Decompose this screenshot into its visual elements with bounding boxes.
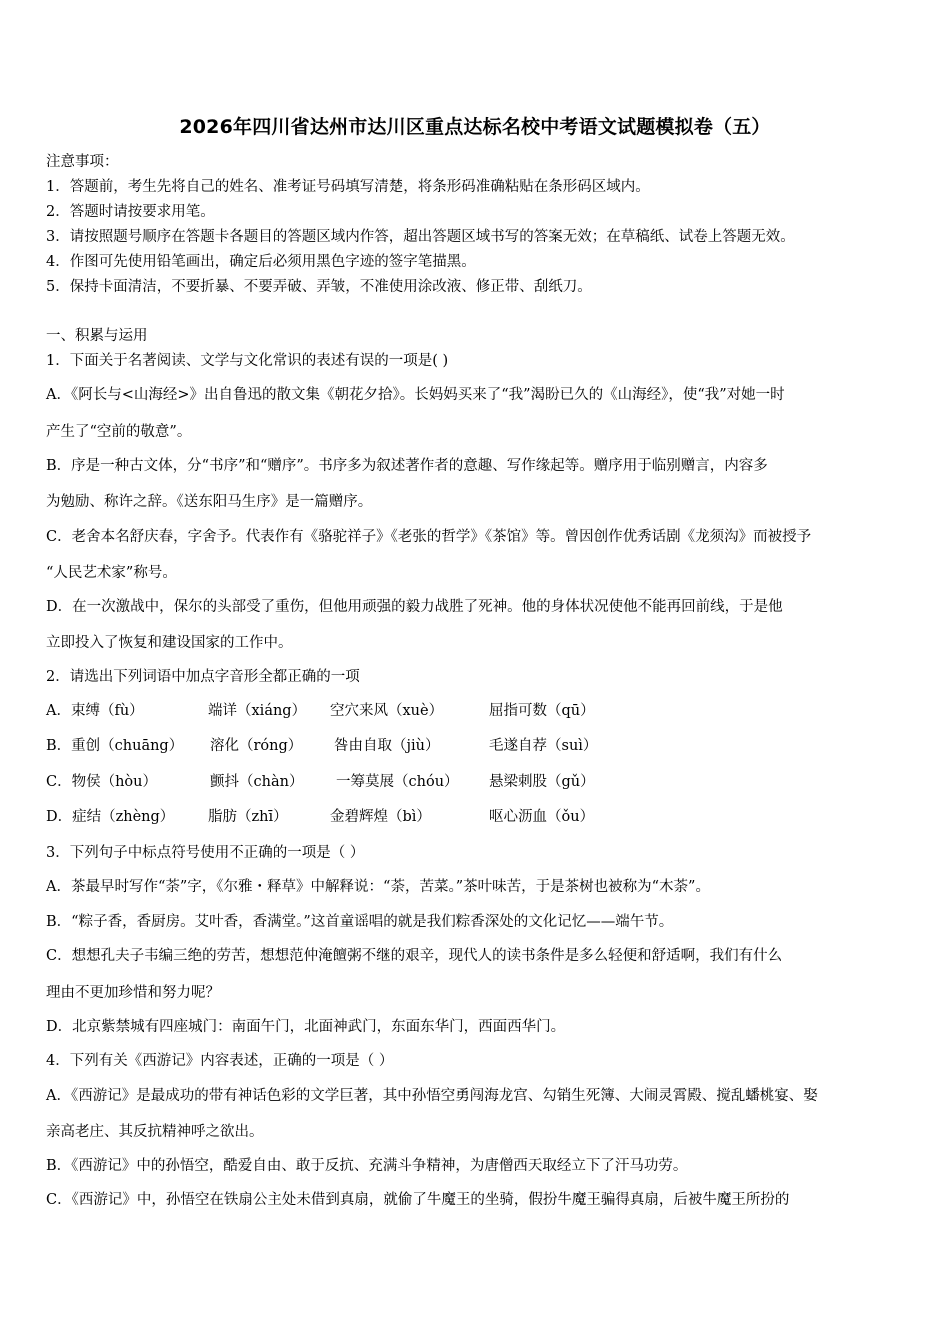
section-heading: 一、积累与运用: [46, 328, 148, 344]
option-cell: 脂肪（zhī）: [208, 809, 288, 825]
notice-item: 3．请按照题号顺序在答题卡各题目的答题区域内作答，超出答题区域书写的答案无效；在草稿纸、试卷上答题无效。: [46, 229, 795, 245]
option-cell: 空穴来风（xuè）: [330, 703, 444, 719]
question-1-option-a-cont: 产生了“空前的敬意”。: [46, 424, 192, 440]
option-cell: B．重创（chuāng）: [46, 738, 184, 754]
option-cell: 屈指可数（qū）: [489, 703, 595, 719]
option-cell: 一筹莫展（chóu）: [336, 774, 459, 790]
option-cell: 金碧辉煌（bì）: [330, 809, 431, 825]
question-3-option-b: B．“粽子香，香厨房。艾叶香，香满堂。”这首童谣唱的就是我们粽香深处的文化记忆——端午节。: [46, 914, 674, 930]
question-3-stem: 3．下列句子中标点符号使用不正确的一项是（ ）: [46, 845, 365, 861]
option-cell: D．症结（zhèng）: [46, 809, 175, 825]
question-1-option-c-cont: “人民艺术家”称号。: [46, 565, 177, 581]
question-3-option-a: A．茶最早时写作“荼”字，《尔雅・释草》中解释说：“荼，苦菜。”茶叶味苦，于是茶树也被称为“木荼”。: [46, 879, 710, 895]
question-3-option-c-cont: 理由不更加珍惜和努力呢？: [46, 985, 220, 1001]
notice-item: 1．答题前，考生先将自己的姓名、准考证号码填写清楚，将条形码准确粘贴在条形码区域内。: [46, 179, 650, 195]
notice-item: 4．作图可先使用铅笔画出，确定后必须用黑色字迹的签字笔描黑。: [46, 254, 476, 270]
question-1-option-d-cont: 立即投入了恢复和建设国家的工作中。: [46, 635, 293, 651]
question-4-option-a: A．《西游记》是最成功的带有神话色彩的文学巨著，其中孙悟空勇闯海龙宫、勾销生死簿、大闹灵霄殿、搅乱蟠桃宴、娶: [46, 1088, 818, 1104]
notice-item: 2．答题时请按要求用笔。: [46, 204, 215, 220]
option-cell: A．束缚（fù）: [46, 703, 144, 719]
question-1-option-a: A．《阿长与<山海经>》出自鲁迅的散文集《朝花夕拾》。长妈妈买来了“我”渴盼已久的《山海经》，使“我”对她一时: [46, 387, 785, 403]
notice-item: 5．保持卡面清洁，不要折暴、不要弄破、弄皱，不准使用涂改液、修正带、刮纸刀。: [46, 279, 592, 295]
question-1-option-b-cont: 为勉励、称许之辞。《送东阳马生序》是一篇赠序。: [46, 494, 373, 510]
question-3-option-c: C．想想孔夫子韦编三绝的劳苦，想想范仲淹饘粥不继的艰辛，现代人的读书条件是多么轻便和舒适啊，我们有什么: [46, 948, 783, 964]
option-cell: 悬梁刺股（gǔ）: [489, 774, 595, 790]
option-cell: 咎由自取（jiù）: [334, 738, 440, 754]
question-4-option-b: B．《西游记》中的孙悟空，酷爱自由、敢于反抗、充满斗争精神，为唐僧西天取经立下了汗马功劳。: [46, 1158, 688, 1174]
option-cell: 毛遂自荐（suì）: [489, 738, 598, 754]
question-1-option-b: B．序是一种古文体，分“书序”和“赠序”。书序多为叙述著作者的意趣、写作缘起等。赠序用于临别赠言，内容多: [46, 458, 768, 474]
question-4-option-a-cont: 亲高老庄、其反抗精神呼之欲出。: [46, 1124, 264, 1140]
option-cell: 颤抖（chàn）: [210, 774, 304, 790]
question-1-option-c: C．老舍本名舒庆春，字舍予。代表作有《骆驼祥子》《老张的哲学》《茶馆》等。曾因创作优秀话剧《龙须沟》而被授予: [46, 529, 812, 545]
question-3-option-d: D．北京紫禁城有四座城门：南面午门，北面神武门，东面东华门，西面西华门。: [46, 1019, 566, 1035]
notice-heading: 注意事项：: [46, 154, 119, 170]
question-1-option-d: D．在一次激战中，保尔的头部受了重伤，但他用顽强的毅力战胜了死神。他的身体状况使他不能再回前线，于是他: [46, 599, 783, 615]
option-cell: C．物侯（hòu）: [46, 774, 158, 790]
page-title: 2026年四川省达州市达川区重点达标名校中考语文试题模拟卷（五）: [179, 116, 771, 138]
option-cell: 呕心沥血（ǒu）: [489, 809, 595, 825]
question-4-option-c: C．《西游记》中，孙悟空在铁扇公主处未借到真扇，就偷了牛魔王的坐骑，假扮牛魔王骗得真扇，后被牛魔王所扮的: [46, 1192, 790, 1208]
option-cell: 溶化（róng）: [210, 738, 303, 754]
option-cell: 端详（xiáng）: [208, 703, 307, 719]
question-1-stem: 1．下面关于名著阅读、文学与文化常识的表述有误的一项是( ): [46, 353, 449, 369]
question-2-stem: 2．请选出下列词语中加点字音形全都正确的一项: [46, 669, 360, 685]
question-4-stem: 4．下列有关《西游记》内容表述，正确的一项是（ ）: [46, 1053, 394, 1069]
